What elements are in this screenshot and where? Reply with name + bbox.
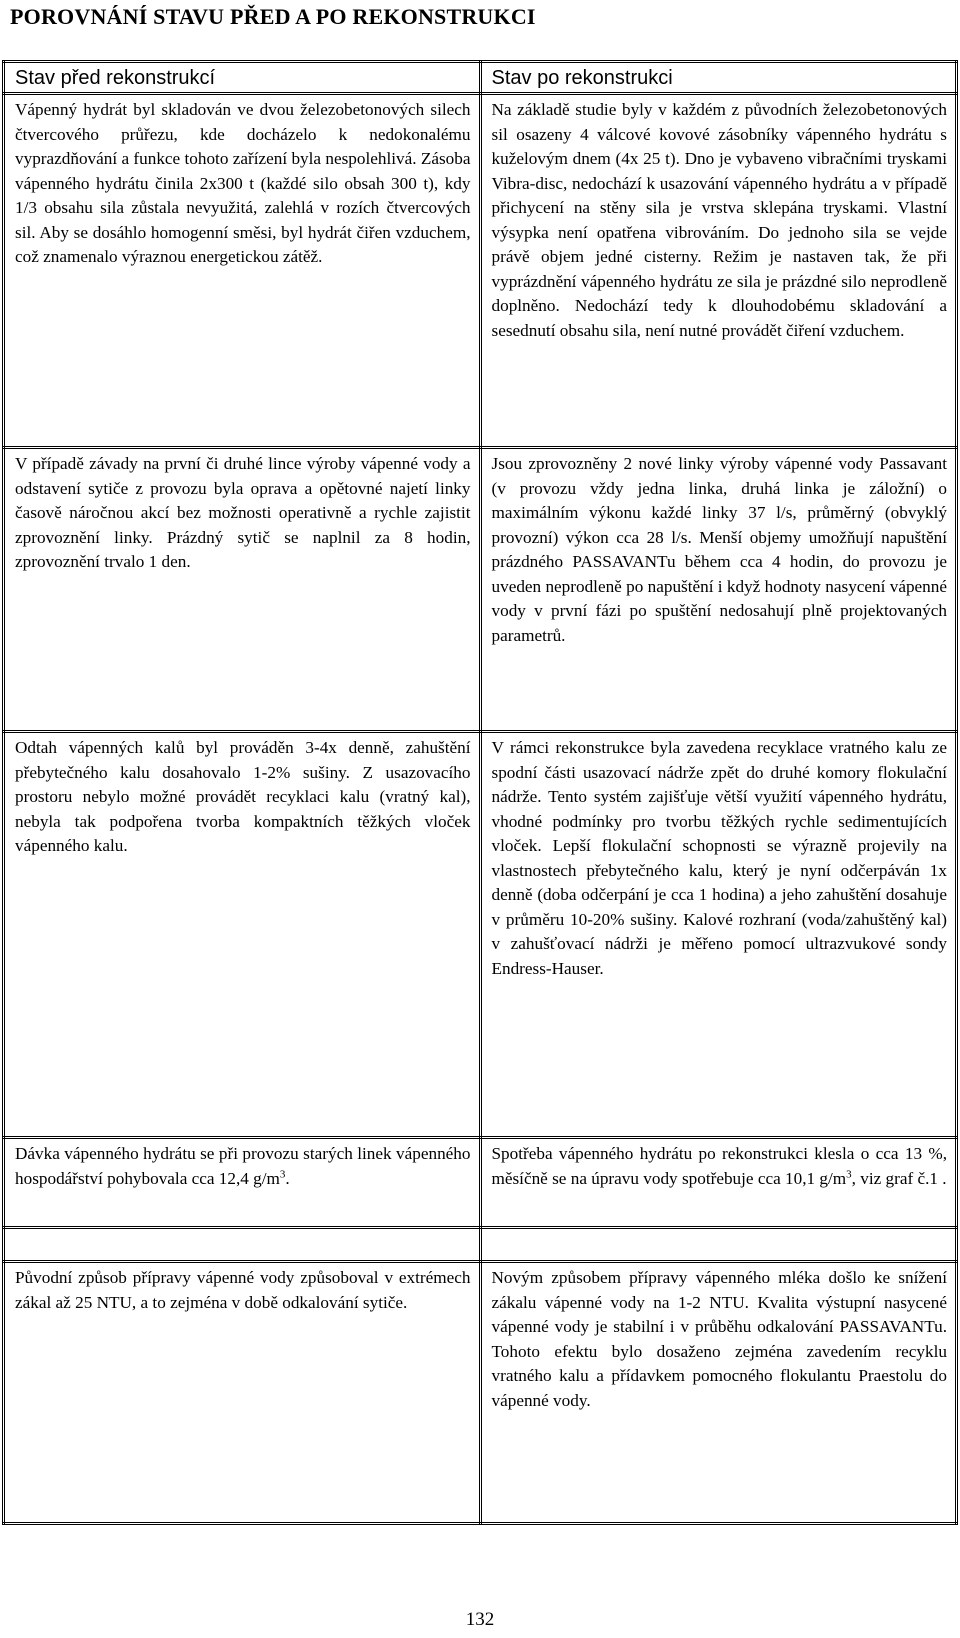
table-row — [4, 94, 957, 448]
header-after: Stav po rekonstrukci — [480, 62, 957, 94]
spacer-cell — [4, 1228, 481, 1262]
cell-before: Odtah vápenných kalů byl prováděn 3-4x denně, zahuštění přebytečného kalu dosahovalo 1-2% sušiny. Z usazovacího prostoru nebylo možné provádět recyklaci kalu (vratný kal), nebyla tak podpořena tvorba kompaktních těžkých vloček vápenného kalu. — [4, 732, 481, 1138]
header-before: Stav před rekonstrukcí — [4, 62, 481, 94]
table-spacer-row — [4, 1228, 957, 1262]
cell-before — [4, 1138, 481, 1228]
cell-after: Jsou zprovozněny 2 nové linky výroby vápenné vody Passavant (v provozu vždy jedna linka, druhá linka je záložní) o maximálním výkonu každé linky 37 l/s, průměrný (obvyklý provozní) výkon cca 28 l/s. Menší objemy umožňují napuštění prázdného PASSAVANTu během cca 4 hodin, do provozu je uveden neprodleně po napuštění i když hodnoty nasycení vápenné vody v první fázi po spuštění nedosahují plně projektovaných parametrů. — [480, 448, 957, 732]
cell-before: V případě závady na první či druhé lince výroby vápenné vody a odstavení sytiče z provozu byla oprava a opětovné najetí linky časově náročnou akcí bez možnosti operativně a rychle zajistit zprovoznění linky. Prázdný sytič se naplnil za 8 hodin, zprovoznění trvalo 1 den. — [4, 448, 481, 732]
cell-after: Novým způsobem přípravy vápenného mléka došlo ke snížení zákalu vápenné vody na 1-2 NTU. Kvalita výstupní nasycené vápenné vody je stabilní i v průběhu odkalování PASSAVANTu. Tohoto efektu bylo dosaženo zejména zavedením recyklu vratného kalu a přídavkem pomocného flokulantu Praestolu do vápenné vody. — [480, 1262, 957, 1524]
page-title: POROVNÁNÍ STAVU PŘED A PO REKONSTRUKCI — [10, 4, 536, 29]
table-header-row — [4, 62, 957, 94]
cell-before: Původní způsob přípravy vápenné vody způsoboval v extrémech zákal až 25 NTU, a to zejména v době odkalování sytiče. — [4, 1262, 481, 1524]
page-number: 132 — [465, 1609, 495, 1630]
superscript: 3 — [846, 1167, 852, 1180]
table-row — [4, 732, 957, 1138]
comparison-table — [2, 60, 958, 1525]
cell-text: Dávka vápenného hydrátu se při provozu starých linek vápenného hospodářství pohybovala cca 12,4 g/m — [15, 1144, 471, 1188]
cell-text: Spotřeba vápenného hydrátu po rekonstrukci klesla o cca 13 %, měsíčně se na úpravu vody spotřebuje cca 10,1 g/m — [491, 1144, 947, 1188]
cell-after — [480, 1138, 957, 1228]
cell-after: Na základě studie byly v každém z původních železobetonových sil osazeny 4 válcové kovové zásobníky vápenného hydrátu s kuželovým dnem (4x 25 t). Dno je vybaveno vibračními tryskami Vibra-disc, nedochází k usazování vápenného hydrátu a v případě přichycení na stěny sila je vrstva sklepána tryskami. Vlastní výsypka není opatřena vibrováním. Do jednoho sila se vejde právě objem jedné cisterny. Režim je nastaven tak, že při vyprázdnění vápenného hydrátu ze sila je prázdné silo neprodleně doplněno. Nedochází tedy k dlouhodobému skladování a sesednutí obsahu sila, není nutné provádět čiření vzduchem. — [480, 94, 957, 448]
cell-text-tail: , viz graf č.1 . — [851, 1168, 947, 1188]
cell-before: Vápenný hydrát byl skladován ve dvou železobetonových silech čtvercového průřezu, kde docházelo k nedokonalému vyprazdňování a funkce tohoto zařízení byla nespolehlivá. Zásoba vápenného hydrátu činila 2x300 t (každé silo obsah 300 t), kdy 1/3 obsahu sila zůstala nevyužitá, zalehlá v rozích čtvercových sil. Aby se dosáhlo homogenní směsi, byl hydrát čiřen vzduchem, což znamenalo výraznou energetickou zátěž. — [4, 94, 481, 448]
cell-text-tail: . — [285, 1168, 290, 1188]
table-row — [4, 448, 957, 732]
cell-after: V rámci rekonstrukce byla zavedena recyklace vratného kalu ze spodní části usazovací nádrže zpět do druhé komory flokulační nádrže. Tento systém zajišťuje větší využití vápenného hydrátu, vhodné podmínky pro tvorbu těžkých rychle sedimentujících vloček. Lepší flokulační schopnosti se výrazně projevily na vlastnostech přebytečného kalu, který je nyní odčerpáván 1x denně (doba odčerpání je cca 1 hodina) a jeho zahuštění dosahuje v průměru 10-20% sušiny. Kalové rozhraní (voda/zahuštěný kal) v zahušťovací nádrži je měřeno pomocí ultrazvukové sondy Endress-Hauser. — [480, 732, 957, 1138]
spacer-cell — [480, 1228, 957, 1262]
superscript: 3 — [279, 1167, 286, 1180]
table-row — [4, 1262, 957, 1524]
table-row — [4, 1138, 957, 1228]
